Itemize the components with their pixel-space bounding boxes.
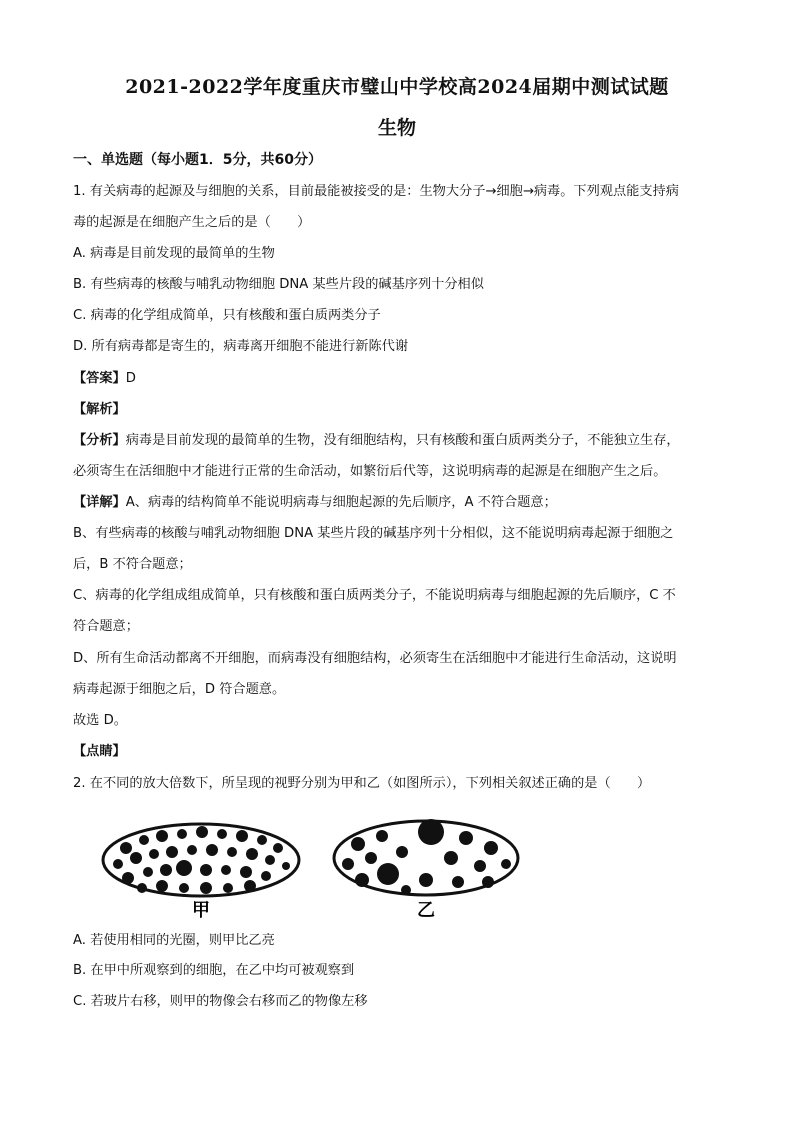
- xiangjie-line-d2: 病毒起源于细胞之后，D 符合题意。: [73, 682, 286, 697]
- q1-answer-line: [73, 370, 723, 388]
- q2-option-a: A. 若使用相同的光圈，则甲比乙亮: [73, 933, 275, 948]
- fenxi-tag: 【分析】: [73, 433, 126, 448]
- q2-option-b: B. 在甲中所观察到的细胞，在乙中均可被观察到: [73, 963, 355, 978]
- conclusion: 故选 D。: [73, 713, 127, 728]
- figure-label-jia: 甲: [192, 900, 210, 918]
- field-jia: [103, 824, 299, 896]
- q1-option-d: D. 所有病毒都是寄生的，病毒离开细胞不能进行新陈代谢: [73, 339, 409, 354]
- microscope-field-figure: [96, 818, 526, 918]
- q2-stem: 2. 在不同的放大倍数下，所呈现的视野分别为甲和乙（如图所示），下列相关叙述正确的是（ ）: [73, 776, 651, 791]
- answer-value: D: [125, 371, 136, 386]
- xiangjie-line-a: 【详解】A、病毒的结构简单不能说明病毒与细胞起源的先后顺序，A 不符合题意；: [73, 495, 557, 510]
- analysis-tag: 【解析】: [73, 402, 126, 417]
- figure-label-yi: 乙: [417, 900, 435, 918]
- fenxi-line2: 必须寄生在活细胞中才能进行正常的生命活动，如繁衍后代等，这说明病毒的起源是在细胞产生之后。: [73, 464, 667, 479]
- subject-title: 生物: [377, 117, 416, 139]
- xiangjie-line-b1: B、有些病毒的核酸与哺乳动物细胞 DNA 某些片段的碱基序列十分相似，这不能说明病毒起源于细胞之: [73, 526, 674, 541]
- answer-tag: 【答案】: [73, 371, 126, 386]
- q1-stem-line1: 1. 有关病毒的起源及与细胞的关系，目前最能被接受的是：生物大分子→细胞→病毒。下列观点能支持病: [73, 184, 679, 199]
- fenxi-line1: 【分析】病毒是目前发现的最简单的生物，没有细胞结构，只有核酸和蛋白质两类分子，不能独立生存，: [73, 433, 680, 448]
- q1-option-c: C. 病毒的化学组成简单，只有核酸和蛋白质两类分子: [73, 308, 381, 323]
- q1-stem-line2: 毒的起源是在细胞产生之后的是（ ）: [73, 215, 311, 230]
- q1-option-b: B. 有些病毒的核酸与哺乳动物细胞 DNA 某些片段的碱基序列十分相似: [73, 277, 484, 292]
- xiangjie-line-b2: 后，B 不符合题意；: [73, 557, 192, 572]
- xiangjie-line-c2: 符合题意；: [73, 619, 139, 634]
- exam-title: 2021-2022学年度重庆市璧山中学校高2024届期中测试试题: [125, 76, 669, 98]
- xiangjie-line-c1: C、病毒的化学组成组成简单，只有核酸和蛋白质两类分子，不能说明病毒与细胞起源的先后顺序，C 不: [73, 588, 676, 603]
- section-heading: 一、单选题（每小题1．5分，共60分）: [73, 152, 322, 168]
- field-yi: [334, 819, 518, 895]
- xiangjie-tag: 【详解】: [73, 495, 126, 510]
- xiangjie-line-d1: D、所有生命活动都离不开细胞，而病毒没有细胞结构，必须寄生在活细胞中才能进行生命活动，这说明: [73, 651, 677, 666]
- dianjing-tag: 【点睛】: [73, 744, 126, 759]
- q1-option-a: A. 病毒是目前发现的最简单的生物: [73, 246, 275, 261]
- q2-option-c: C. 若玻片右移，则甲的物像会右移而乙的物像左移: [73, 994, 368, 1009]
